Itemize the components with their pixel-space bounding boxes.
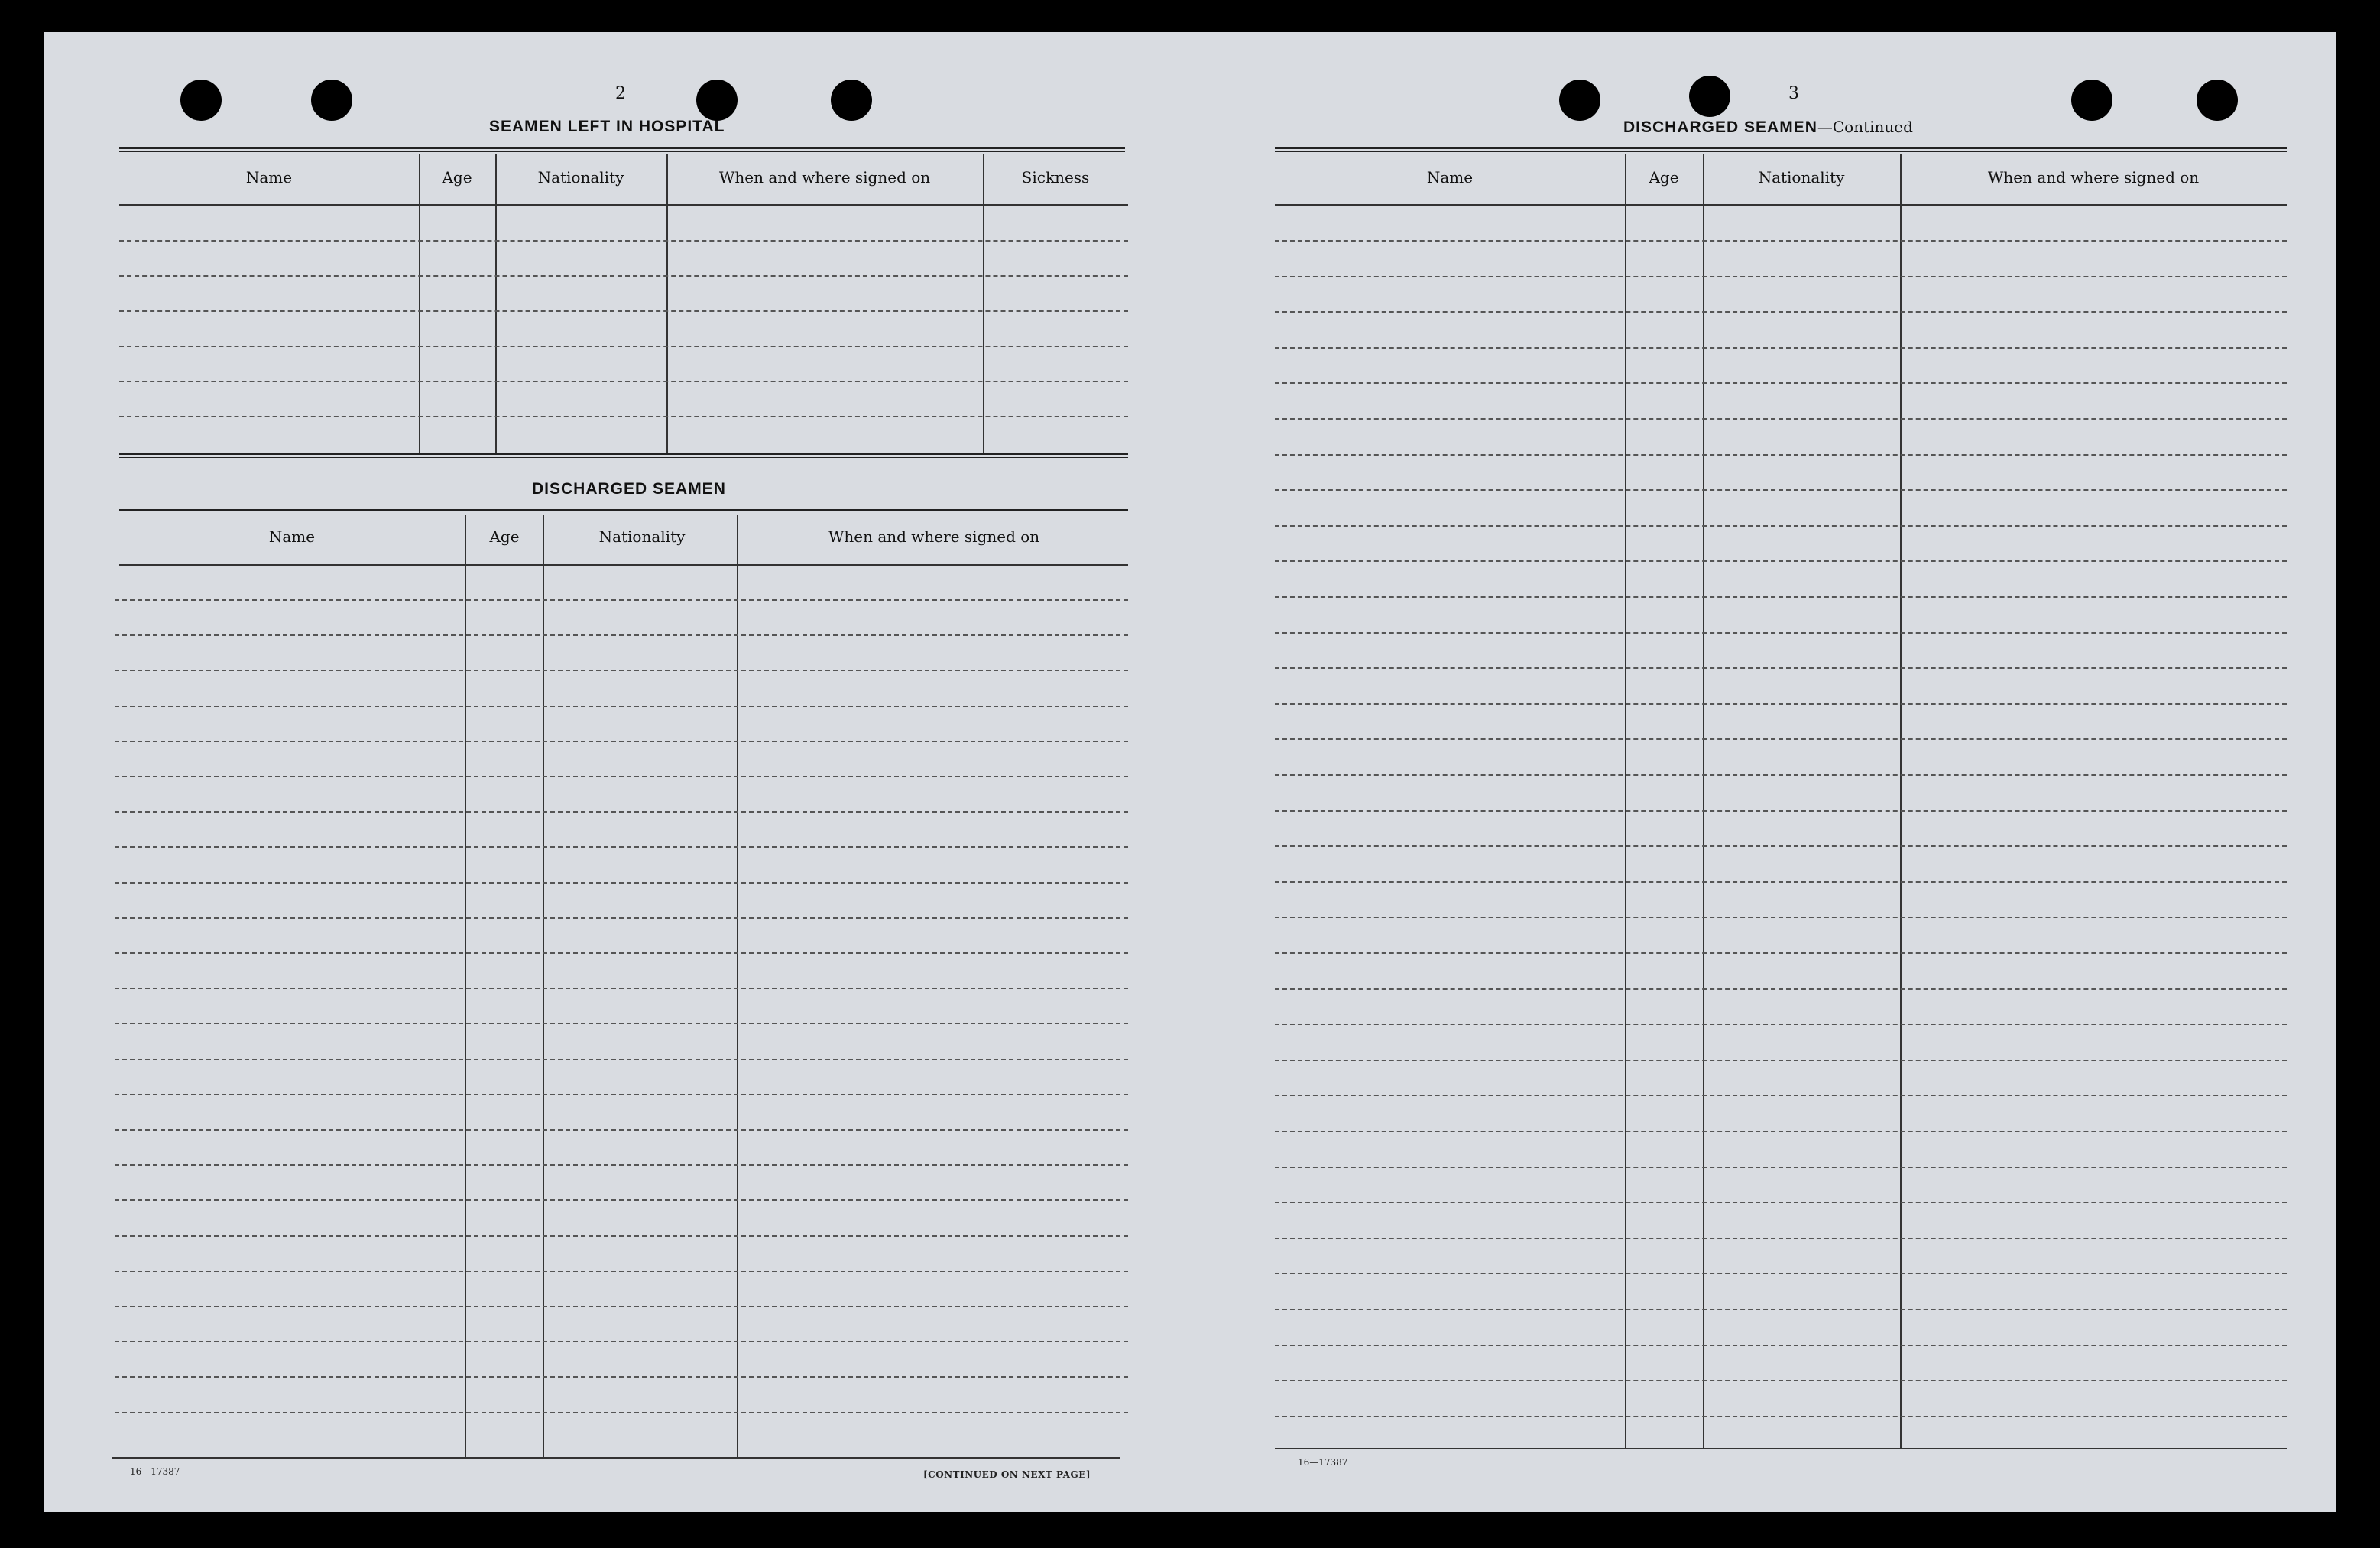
header-age: Age — [1649, 168, 1679, 187]
punch-hole — [2071, 80, 2112, 121]
row-line — [1275, 1095, 2287, 1096]
row-line — [1275, 845, 2287, 847]
column-divider — [666, 154, 668, 454]
row-line — [115, 1235, 1128, 1237]
header-when-where: When and where signed on — [1987, 168, 2200, 187]
row-line — [115, 1129, 1128, 1131]
row-line — [1275, 667, 2287, 669]
row-line — [115, 1306, 1128, 1307]
section-title — [1623, 118, 1913, 137]
row-line — [115, 811, 1128, 813]
bottom-rule — [1275, 1448, 2287, 1449]
header-name: Name — [245, 168, 293, 187]
row-line — [1275, 240, 2287, 242]
row-line — [1275, 988, 2287, 990]
row-line — [1275, 774, 2287, 776]
double-rule — [119, 453, 1128, 458]
row-line — [1275, 560, 2287, 562]
column-divider — [419, 154, 420, 454]
row-line — [1275, 382, 2287, 384]
punch-hole — [831, 80, 872, 121]
row-line — [1275, 1202, 2287, 1203]
punch-hole — [696, 80, 738, 121]
header-name: Name — [1426, 168, 1474, 187]
header-when-where: When and where signed on — [828, 527, 1040, 546]
column-divider — [1703, 154, 1704, 1448]
row-line — [115, 1094, 1128, 1095]
row-line — [115, 1199, 1128, 1201]
punch-hole — [1689, 76, 1730, 117]
row-line — [1275, 489, 2287, 491]
row-line — [1275, 1060, 2287, 1061]
row-line — [1275, 952, 2287, 954]
row-line — [1275, 881, 2287, 883]
section-title-main: DISCHARGED SEAMEN — [1623, 118, 1817, 136]
form-number: 16—17387 — [130, 1466, 180, 1477]
header-when-where: When and where signed on — [718, 168, 931, 187]
header-nationality: Nationality — [598, 527, 686, 546]
page-number: 3 — [1788, 84, 1799, 103]
row-line — [115, 706, 1128, 707]
bottom-rule — [112, 1457, 1120, 1459]
row-line — [1275, 810, 2287, 812]
row-line — [1275, 1309, 2287, 1310]
header-underline — [1275, 204, 2287, 206]
row-line — [1275, 1345, 2287, 1346]
section-title-suffix: —Continued — [1817, 118, 1913, 136]
row-line — [1275, 1416, 2287, 1417]
row-line — [1275, 1238, 2287, 1239]
row-line — [115, 776, 1128, 777]
document-sheet — [44, 32, 2336, 1512]
row-line — [115, 634, 1128, 636]
punch-hole — [180, 80, 222, 121]
row-line — [115, 882, 1128, 884]
row-line — [1275, 311, 2287, 313]
row-line — [1275, 1131, 2287, 1132]
discharged-section-title: DISCHARGED SEAMEN — [532, 480, 726, 498]
column-divider — [983, 154, 984, 454]
row-line — [1275, 917, 2287, 918]
row-line — [115, 1059, 1128, 1060]
row-line — [119, 346, 1128, 347]
row-line — [1275, 454, 2287, 456]
row-line — [119, 381, 1128, 382]
double-rule — [119, 509, 1128, 514]
column-divider — [465, 515, 466, 1457]
row-line — [119, 416, 1128, 417]
row-line — [1275, 1024, 2287, 1025]
double-rule — [119, 147, 1125, 152]
row-line — [115, 741, 1128, 742]
header-sickness: Sickness — [1021, 168, 1090, 187]
row-line — [115, 599, 1128, 601]
column-divider — [495, 154, 497, 454]
page-number: 2 — [615, 84, 626, 103]
row-line — [115, 1271, 1128, 1272]
header-underline — [119, 204, 1128, 206]
double-rule — [1275, 147, 2287, 152]
column-divider — [737, 515, 738, 1457]
header-nationality: Nationality — [537, 168, 624, 187]
row-line — [1275, 525, 2287, 527]
header-name: Name — [268, 527, 316, 546]
hospital-section-title: SEAMEN LEFT IN HOSPITAL — [489, 118, 725, 135]
row-line — [1275, 418, 2287, 420]
row-line — [1275, 1273, 2287, 1274]
row-line — [1275, 347, 2287, 349]
header-underline — [119, 564, 1128, 566]
column-divider — [1900, 154, 1902, 1448]
row-line — [115, 846, 1128, 848]
column-divider — [543, 515, 544, 1457]
row-line — [115, 670, 1128, 671]
header-nationality: Nationality — [1758, 168, 1845, 187]
row-line — [1275, 703, 2287, 705]
row-line — [119, 240, 1128, 242]
row-line — [115, 1341, 1128, 1342]
row-line — [1275, 632, 2287, 634]
row-line — [119, 275, 1128, 277]
row-line — [1275, 596, 2287, 598]
row-line — [1275, 1380, 2287, 1381]
row-line — [115, 1164, 1128, 1166]
row-line — [115, 1376, 1128, 1378]
continued-note: [CONTINUED ON NEXT PAGE] — [923, 1469, 1091, 1480]
punch-hole — [2197, 80, 2238, 121]
row-line — [115, 988, 1128, 989]
row-line — [115, 952, 1128, 954]
header-age: Age — [442, 168, 472, 187]
row-line — [1275, 276, 2287, 277]
row-line — [119, 310, 1128, 312]
row-line — [115, 917, 1128, 919]
punch-hole — [1559, 80, 1600, 121]
punch-hole — [311, 80, 352, 121]
column-divider — [1625, 154, 1626, 1448]
header-age: Age — [489, 527, 520, 546]
row-line — [1275, 1167, 2287, 1168]
row-line — [115, 1412, 1128, 1413]
row-line — [115, 1023, 1128, 1024]
row-line — [1275, 738, 2287, 740]
form-number: 16—17387 — [1298, 1457, 1348, 1468]
